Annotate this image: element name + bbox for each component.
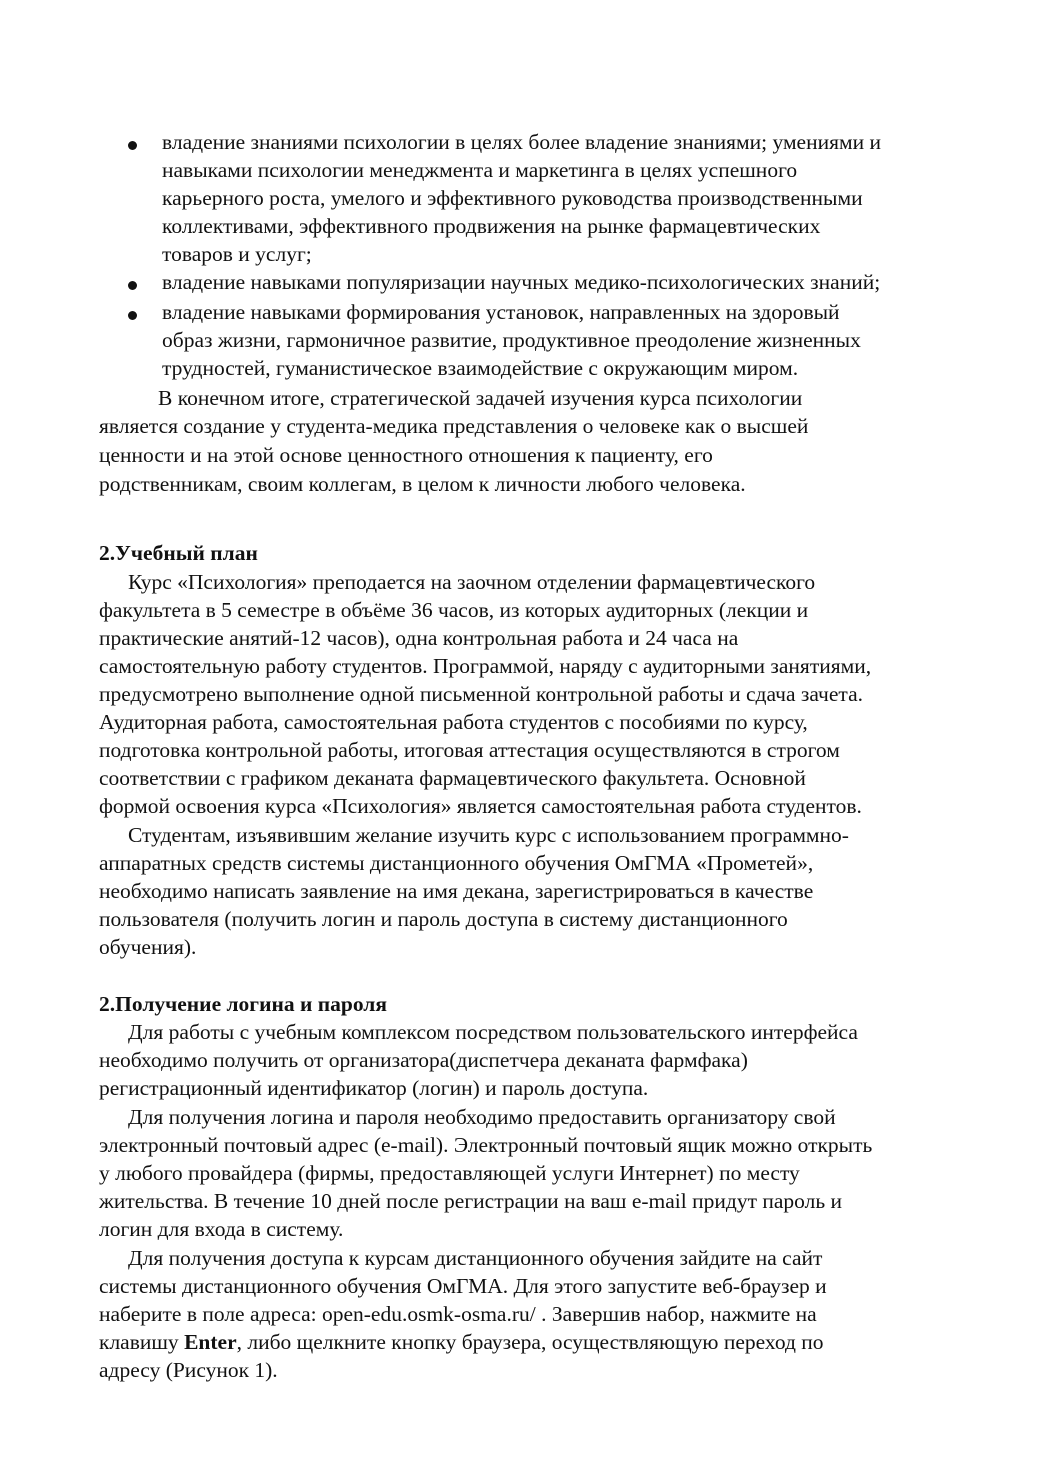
paragraph-line: Студентам, изъявившим желание изучить курс с использованием программно- xyxy=(128,823,849,847)
paragraph-line: предусмотрено выполнение одной письменной контрольной работы и сдача зачета. xyxy=(99,682,863,706)
paragraph-line: В конечном итоге, стратегической задачей изучения курса психологии xyxy=(158,386,803,410)
bullet-line: трудностей, гуманистическое взаимодействие с окружающим миром. xyxy=(162,356,799,380)
bullet-line: карьерного роста, умелого и эффективного руководства производственными xyxy=(162,186,863,210)
text-fragment: , либо щелкните кнопку браузера, осуществляющую переход по xyxy=(236,1330,824,1354)
paragraph-line: аппаратных средств системы дистанционного обучения ОмГМА «Прометей», xyxy=(99,851,814,875)
paragraph-line: логин для входа в систему. xyxy=(99,1217,344,1241)
enter-key-label: Enter xyxy=(184,1330,237,1354)
bullet-icon xyxy=(128,311,137,320)
paragraph-line: жительства. В течение 10 дней после регистрации на ваш e-mail придут пароль и xyxy=(99,1189,843,1213)
paragraph-line: факультета в 5 семестре в объёме 36 часов, из которых аудиторных (лекции и xyxy=(99,598,809,622)
paragraph-line: у любого провайдера (фирмы, предоставляющей услуги Интернет) по месту xyxy=(99,1161,800,1185)
bullet-icon xyxy=(128,141,137,150)
paragraph-line: Для получения доступа к курсам дистанционного обучения зайдите на сайт xyxy=(128,1246,823,1270)
paragraph-line: формой освоения курса «Психология» является самостоятельная работа студентов. xyxy=(99,794,862,818)
paragraph-line: обучения). xyxy=(99,935,197,959)
bullet-line: владение навыками популяризации научных медико-психологических знаний; xyxy=(162,270,881,294)
paragraph-line: подготовка контрольной работы, итоговая аттестация осуществляются в строгом xyxy=(99,738,840,762)
paragraph-line: соответствии с графиком деканата фармацевтического факультета. Основной xyxy=(99,766,806,790)
paragraph-line: Курс «Психология» преподается на заочном отделении фармацевтического xyxy=(128,570,816,594)
paragraph-line: необходимо получить от организатора(диспетчера деканата фармфака) xyxy=(99,1048,748,1072)
bullet-line: владение навыками формирования установок, направленных на здоровый xyxy=(162,300,840,324)
paragraph-line: Для работы с учебным комплексом посредством пользовательского интерфейса xyxy=(128,1020,858,1044)
paragraph-line: пользователя (получить логин и пароль доступа в систему дистанционного xyxy=(99,907,788,931)
paragraph-line: адресу (Рисунок 1). xyxy=(99,1358,278,1382)
section-heading-login: 2.Получение логина и пароля xyxy=(99,992,387,1016)
bullet-line: товаров и услуг; xyxy=(162,242,312,266)
paragraph-line: Для получения логина и пароля необходимо предоставить организатору свой xyxy=(128,1105,836,1129)
paragraph-line: Аудиторная работа, самостоятельная работа студентов с пособиями по курсу, xyxy=(99,710,808,734)
paragraph-line: необходимо написать заявление на имя декана, зарегистрироваться в качестве xyxy=(99,879,814,903)
paragraph-line: родственникам, своим коллегам, в целом к личности любого человека. xyxy=(99,472,746,496)
section-heading-plan: 2.Учебный план xyxy=(99,541,258,565)
paragraph-line: электронный почтовый адрес (e-mail). Электронный почтовый ящик можно открыть xyxy=(99,1133,873,1157)
paragraph-line: самостоятельную работу студентов. Программой, наряду с аудиторными занятиями, xyxy=(99,654,872,678)
paragraph-line: системы дистанционного обучения ОмГМА. Для этого запустите веб-браузер и xyxy=(99,1274,827,1298)
bullet-line: владение знаниями психологии в целях более владение знаниями; умениями и xyxy=(162,130,881,154)
paragraph-line: ценности и на этой основе ценностного отношения к пациенту, его xyxy=(99,443,713,467)
paragraph-line xyxy=(99,1328,824,1356)
bullet-line: образ жизни, гармоничное развитие, продуктивное преодоление жизненных xyxy=(162,328,861,352)
text-fragment: клавишу xyxy=(99,1330,185,1354)
paragraph-line: наберите в поле адреса: open-edu.osmk-osma.ru/ . Завершив набор, нажмите на xyxy=(99,1302,817,1326)
paragraph-line: является создание у студента-медика представления о человеке как о высшей xyxy=(99,414,809,438)
paragraph-line: практические анятий-12 часов), одна контрольная работа и 24 часа на xyxy=(99,626,739,650)
bullet-line: навыками психологии менеджмента и маркетинга в целях успешного xyxy=(162,158,798,182)
bullet-icon xyxy=(128,281,137,290)
paragraph-line: регистрационный идентификатор (логин) и пароль доступа. xyxy=(99,1076,649,1100)
bullet-line: коллективами, эффективного продвижения на рынке фармацевтических xyxy=(162,214,821,238)
